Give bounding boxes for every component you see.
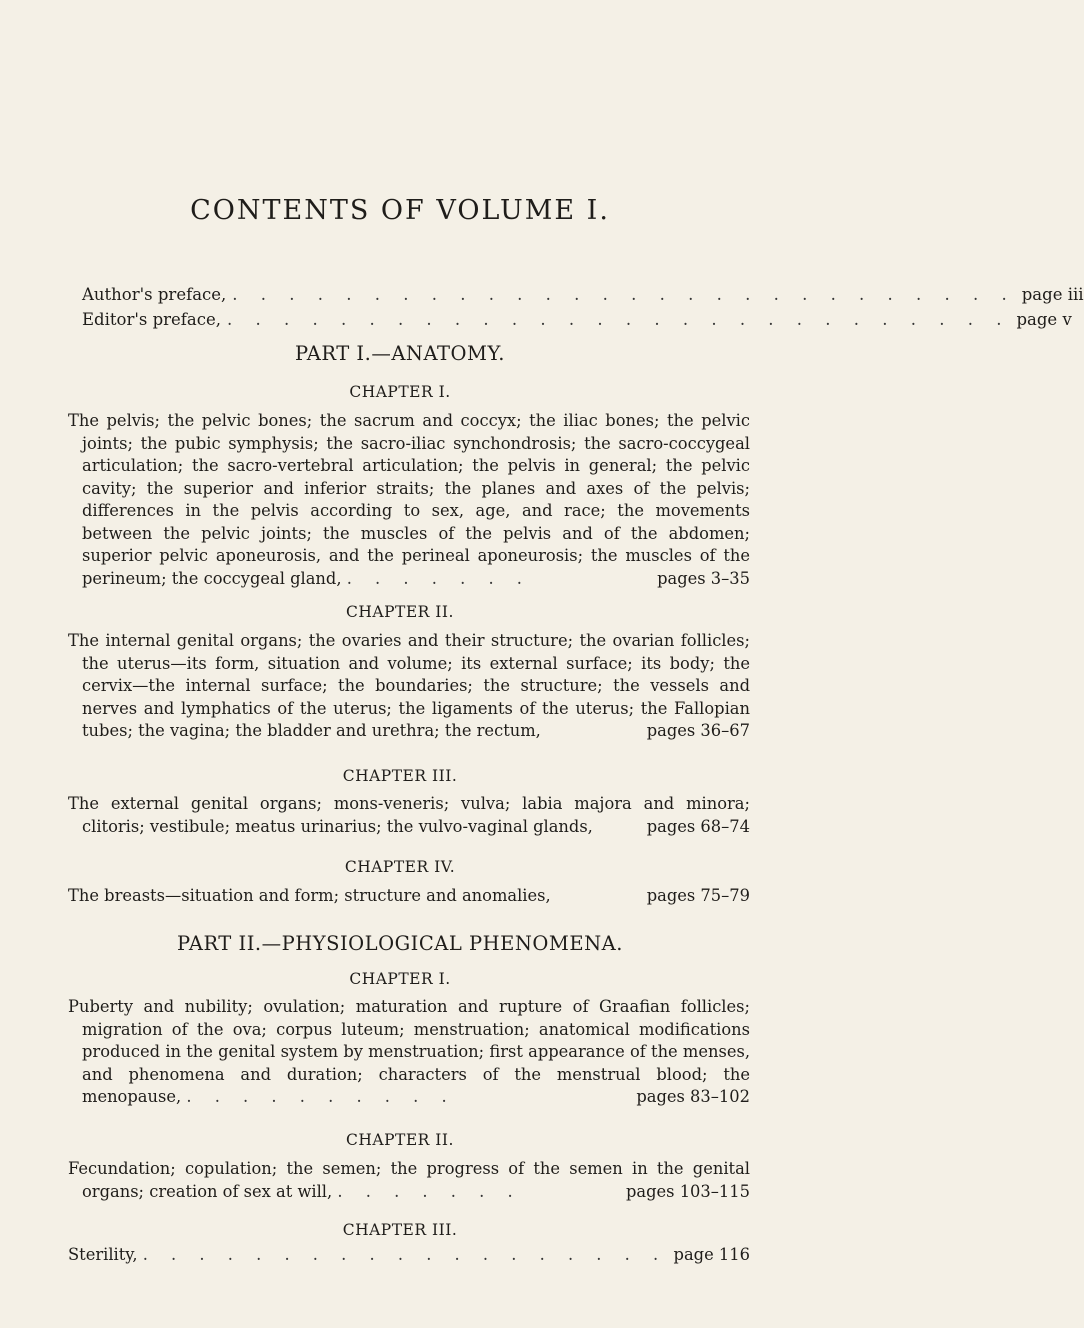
chapter-pages: pages 103–115 [625, 1181, 750, 1201]
preface-label: Author's preface, [82, 285, 227, 304]
leader-dots: . . . . . . . . . . . . . . . . . . . . . . . . . . . . [232, 285, 1016, 304]
preface-page: page v [1016, 310, 1072, 329]
chapter-heading: CHAPTER I. [349, 970, 451, 988]
chapter-summary: The pelvis; the pelvic bones; the sacrum and coccyx; the iliac bones; the pelvic joints; the pubic symphysis; the sacro-iliac synchondrosis; the sacro-coccygeal articulation; the sacro-vertebral articulation; the pelvis in general; the pelvic cavity; the superior and inferior straits; the planes and axes of the pelvis; differences in the pelvis according to sex, age, and race; the movements between the pelvic joints; the muscles of the pelvis and of the abdomen; superior pelvic aponeurosis, and the perineal aponeurosis; the muscles of the perineum; the coccygeal gland, [68, 411, 750, 588]
chapter-entry [68, 885, 750, 908]
chapter-entry [68, 996, 750, 1109]
preface-entry-editor [82, 310, 1072, 329]
chapter-summary: The external genital organs; mons-veneris; vulva; labia majora and minora; clitoris; vestibule; meatus urinarius; the vulvo-vaginal glands, [68, 794, 750, 836]
chapter-summary: Sterility, [68, 1245, 138, 1264]
chapter-heading: CHAPTER IV. [344, 858, 456, 876]
chapter-summary: The breasts—situation and form; structure and anomalies, [68, 886, 551, 905]
chapter-entry [68, 1158, 750, 1203]
chapter-summary: Fecundation; copulation; the semen; the progress of the semen in the genital organs; creation of sex at will, [68, 1159, 750, 1201]
leader-dots: . . . . . . . [346, 568, 531, 588]
chapter-heading: CHAPTER I. [349, 383, 451, 401]
chapter-heading: CHAPTER II. [346, 603, 454, 621]
page-title: CONTENTS OF VOLUME I. [190, 195, 610, 226]
chapter-pages: pages 68–74 [646, 816, 750, 836]
chapter-pages: page 116 [673, 1245, 750, 1264]
chapter-pages: pages 36–67 [646, 721, 750, 740]
chapter-summary: Puberty and nubility; ovulation; maturation and rupture of Graafian follicles; migration of the ova; corpus luteum; menstruation; anatomical modifications produced in the genital system by menstruation; first appearance of the menses, and phenomena and duration; characters of the menstrual blood; the menopause, [68, 997, 750, 1106]
chapter-entry [68, 1244, 750, 1267]
chapter-pages: pages 3–35 [657, 568, 750, 588]
chapter-entry [68, 630, 750, 743]
chapter-pages: pages 75–79 [646, 886, 750, 905]
chapter-summary: The internal genital organs; the ovaries and their structure; the ovarian follicles; the uterus—its form, situation and volume; its external surface; its body; the cervix—the internal surface; the boundaries; the structure; the vessels and nerves and lymphatics of the uterus; the ligaments of the uterus; the Fallopian tubes; the vagina; the bladder and urethra; the rectum, [68, 631, 750, 740]
chapter-entry [68, 793, 750, 838]
leader-dots: . . . . . . . . . . [186, 1087, 456, 1106]
preface-entry-author [82, 285, 1084, 304]
chapter-heading: CHAPTER III. [342, 1221, 458, 1239]
chapter-heading: CHAPTER II. [346, 1131, 454, 1149]
chapter-heading: CHAPTER III. [342, 767, 458, 785]
preface-label: Editor's preface, [82, 310, 221, 329]
leader-dots: . . . . . . . [337, 1181, 522, 1201]
chapter-entry [68, 410, 750, 590]
part-heading: PART I.—ANATOMY. [294, 342, 506, 365]
leader-dots: . . . . . . . . . . . . . . . . . . . . . . . . . . . . [227, 310, 1011, 329]
preface-page: page iii [1021, 285, 1084, 304]
chapter-pages: pages 83–102 [636, 1087, 750, 1106]
part-heading: PART II.—PHYSIOLOGICAL PHENOMENA. [177, 932, 623, 955]
leader-dots: . . . . . . . . . . . . . . . . . . . [142, 1245, 668, 1264]
